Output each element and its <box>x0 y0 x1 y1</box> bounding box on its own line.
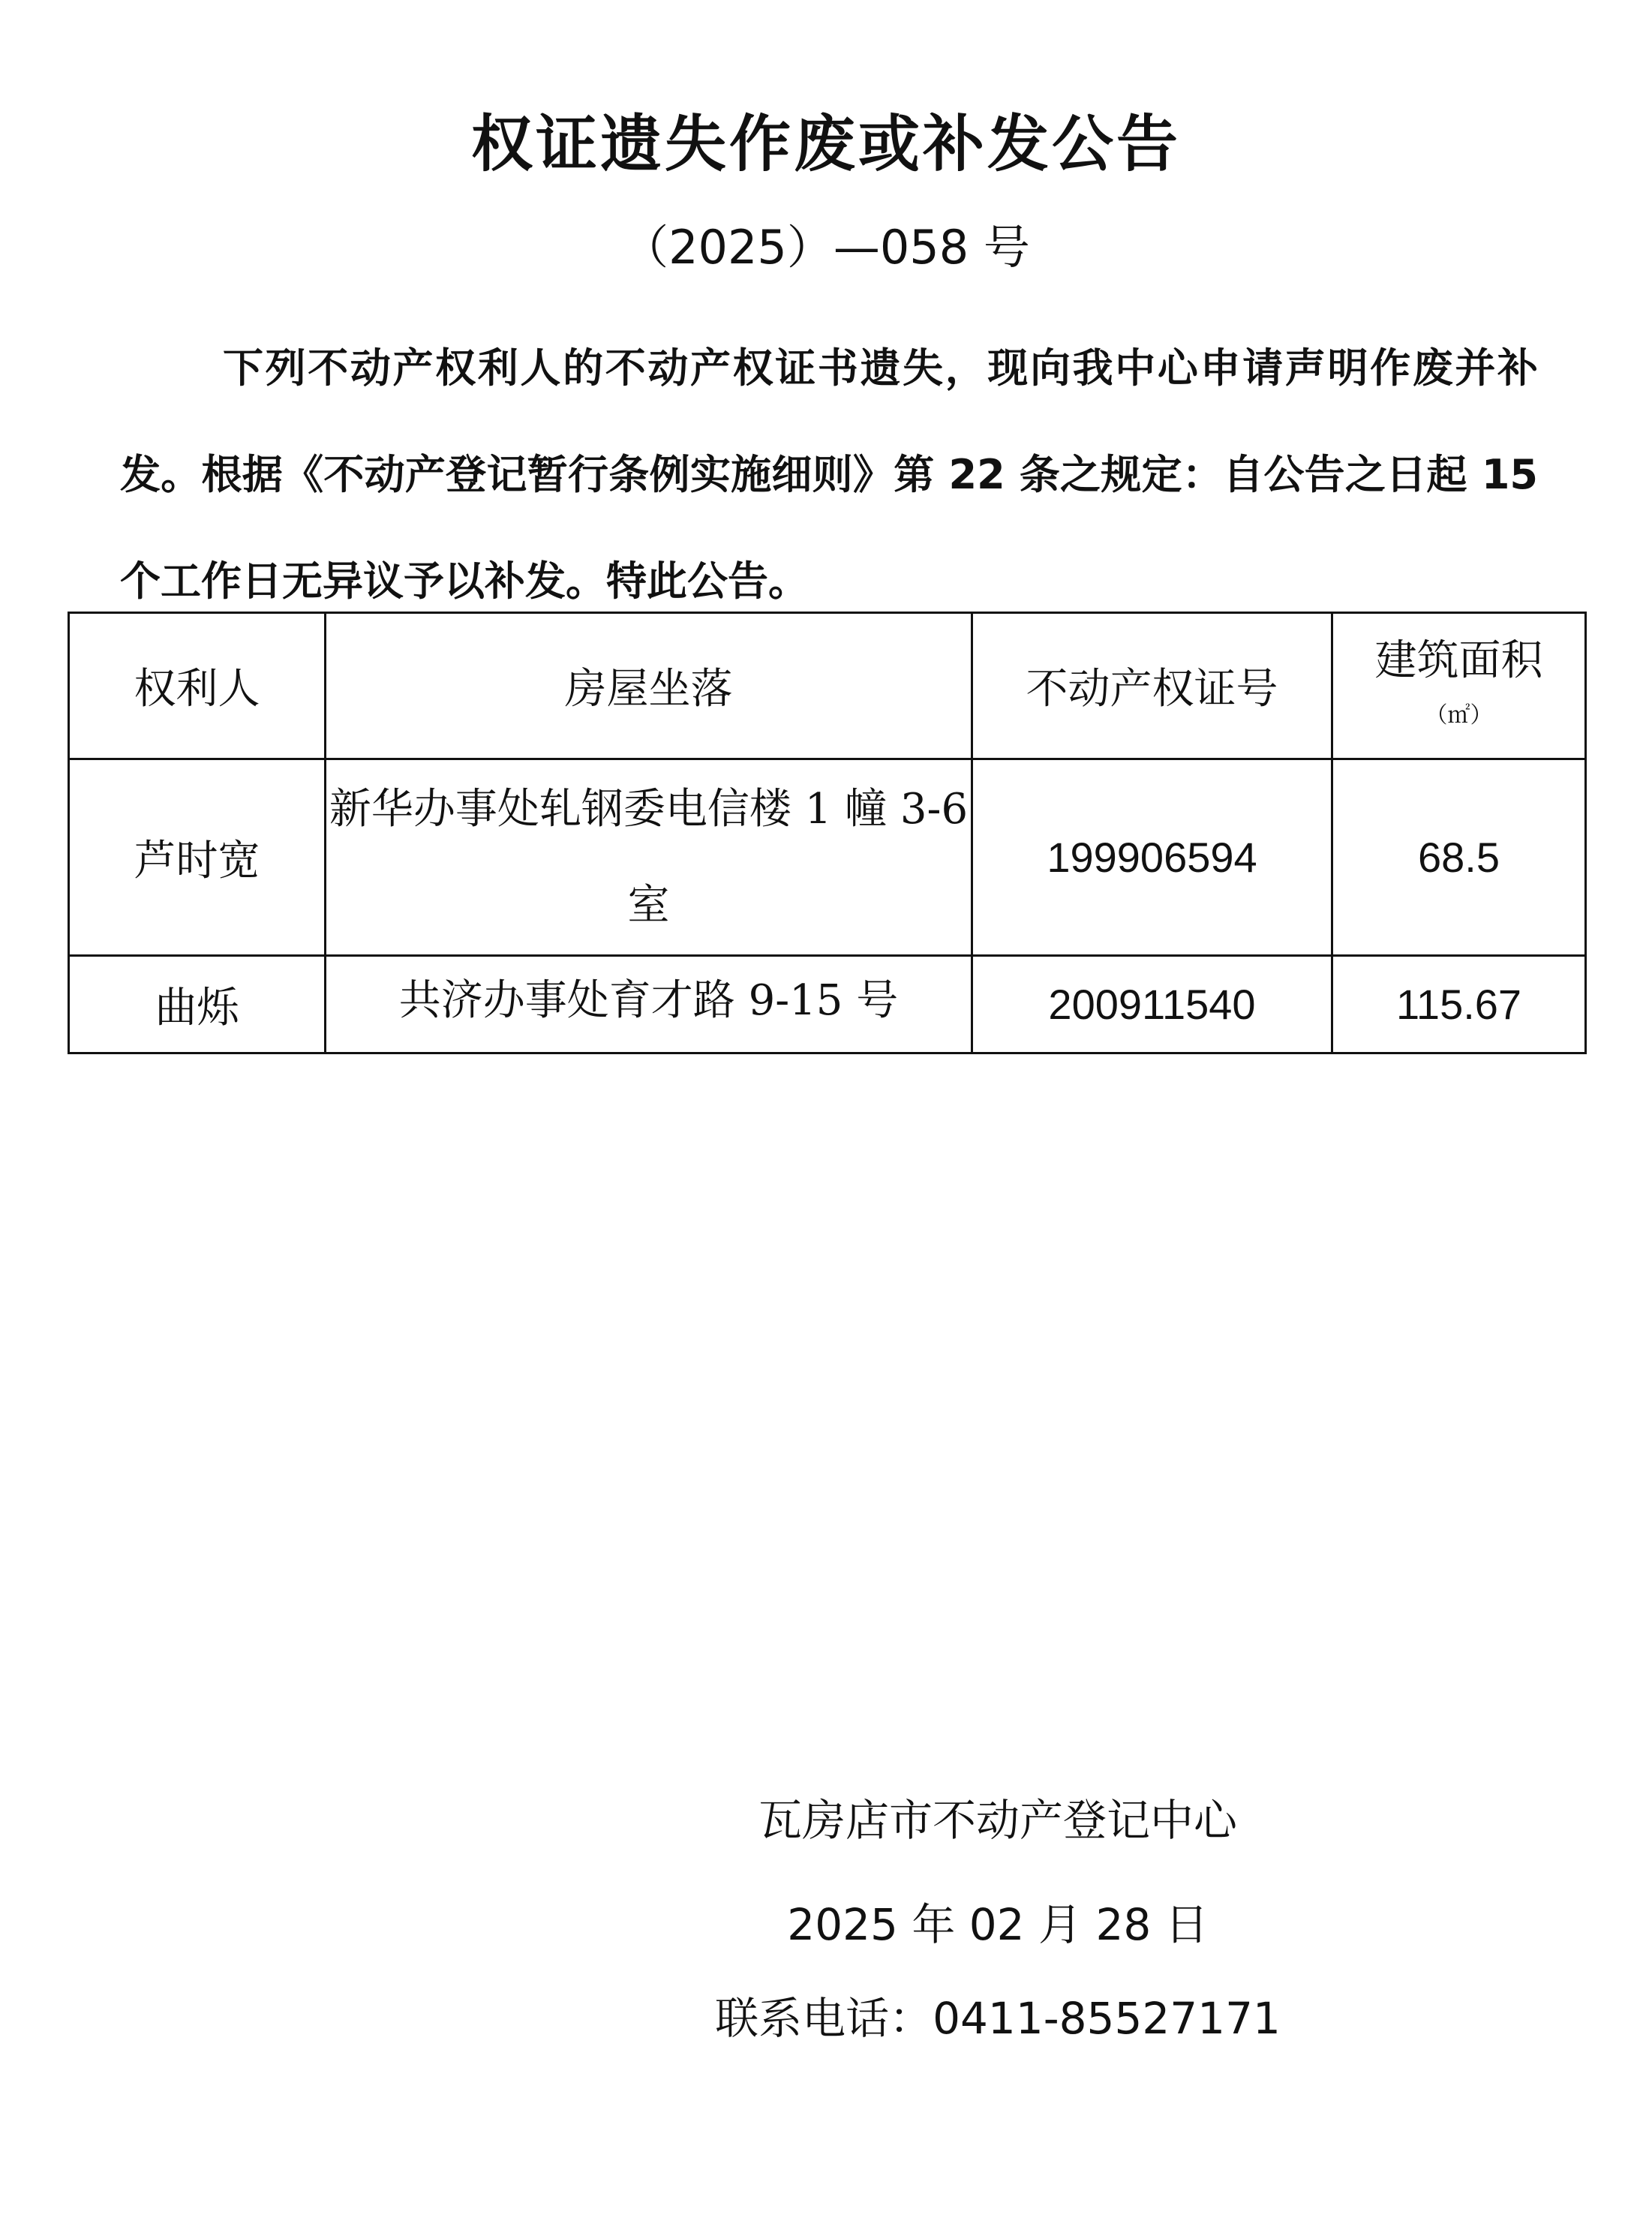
header-area-label: 建筑面积 <box>1374 636 1543 685</box>
header-area-unit: （㎡） <box>1425 702 1493 729</box>
notice-number: （2025）—058 号 <box>622 220 1030 275</box>
table-header-row <box>69 613 1586 759</box>
location-cell: 共济办事处育才路 9-15 号 <box>326 956 972 1053</box>
issue-date: 2025 年 02 月 28 日 <box>787 1899 1209 1950</box>
contact-phone: 联系电话：0411-85527171 <box>715 1993 1281 2044</box>
owner-cell: 芦时宽 <box>69 759 326 956</box>
owner-cell: 曲烁 <box>69 956 326 1053</box>
certificate-cell: 199906594 <box>972 759 1332 956</box>
header-certificate: 不动产权证号 <box>972 613 1332 759</box>
notice-body: 下列不动产权利人的不动产权证书遗失，现向我中心申请声明作废并补发。根据《不动产登记暂行条例实施细则》第 22 条之规定：自公告之日起 15 个工作日无异议予以补发。特此公告。 <box>120 344 1538 605</box>
area-cell: 115.67 <box>1332 956 1586 1053</box>
issuing-organization: 瓦房店市不动产登记中心 <box>758 1795 1237 1846</box>
certificate-cell: 200911540 <box>972 956 1332 1053</box>
header-location: 房屋坐落 <box>326 613 972 759</box>
certificate-table <box>68 612 1587 1054</box>
location-cell: 新华办事处轧钢委电信楼 1 幢 3-6 室 <box>326 759 972 956</box>
table-row <box>69 759 1586 956</box>
area-cell: 68.5 <box>1332 759 1586 956</box>
header-area <box>1332 613 1586 759</box>
table-row <box>69 956 1586 1053</box>
header-owner: 权利人 <box>69 613 326 759</box>
notice-title: 权证遗失作废或补发公告 <box>470 109 1181 180</box>
